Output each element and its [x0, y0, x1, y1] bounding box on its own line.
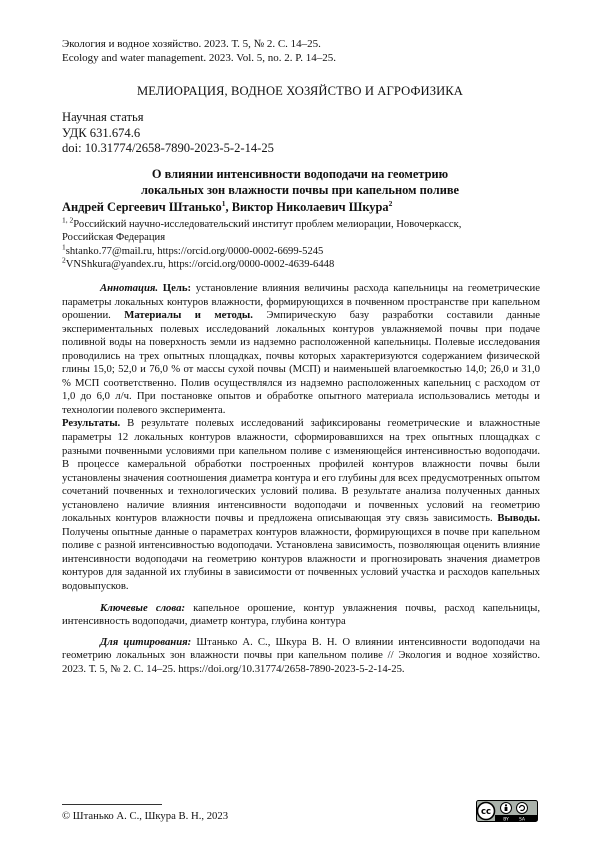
- citation: [62, 636, 540, 677]
- author-1: Андрей Сергеевич Штанько: [62, 200, 222, 214]
- affiliations: [62, 215, 542, 271]
- results-label: Результаты.: [62, 417, 121, 430]
- keywords-text: капельное орошение, контур увлажнения почвы, расход капельницы, интенсивность водоподачи, диаметр контура, глубина контура: [62, 601, 541, 628]
- keywords: [62, 602, 540, 629]
- title-line-2: локальных зон влажности почвы при капельном поливе: [140, 183, 460, 197]
- author-1-email[interactable]: shtanko.77@mail.ru, https://orcid.org/0000-0002-6699-5245: [65, 245, 324, 257]
- journal-line-ru: Экология и водное хозяйство. 2023. Т. 5, № 2. С. 14–25.: [62, 38, 321, 50]
- article-type: Научная статья: [62, 110, 144, 124]
- svg-text:BY: BY: [503, 817, 509, 822]
- author-1-contact: [62, 242, 542, 258]
- goal-text: установление влияния величины расхода капельницы на геометрические параметры локальных контуров влажности, формирующихся в почвенном пространстве при капельном орошении.: [62, 282, 541, 322]
- affiliation-line-1: [62, 215, 542, 231]
- author-2-sup: 2: [388, 198, 393, 208]
- footer-divider: [62, 804, 162, 805]
- authors: [62, 200, 392, 215]
- conclusions-text: Получены опытные данные о параметрах контуров влажности, формирующихся в почве при капельном поливе с разной интенсивностью водоподачи. Установлена зависимость, позволяющая оценить влияние интенсивности водоподачи на геометрию контуров влажности и прогнозировать значения диаметров контуров для заданной их глубины в зависимости от почвенных условий участка и расходов капельных водовыпусков.: [62, 525, 540, 593]
- doi-link[interactable]: doi: 10.31774/2658-7890-2023-5-2-14-25: [62, 141, 274, 155]
- copyright: © Штанько А. С., Шкура В. Н., 2023: [62, 810, 229, 822]
- author-2-email[interactable]: VNShkura@yandex.ru, https://orcid.org/0000-0002-4639-6448: [65, 258, 335, 270]
- abstract: [62, 282, 540, 676]
- abstract-paragraph: [62, 282, 540, 417]
- author-separator: ,: [225, 200, 232, 214]
- contact-2-sup: 2: [62, 255, 66, 265]
- udc-code: УДК 631.674.6: [62, 125, 141, 140]
- affiliation-text-2: Российская Федерация: [62, 232, 166, 244]
- article-meta: [62, 110, 274, 157]
- affiliation-sup: 1, 2: [62, 215, 74, 225]
- title-line-1: О влиянии интенсивности водоподачи на геометрию: [151, 167, 449, 181]
- svg-text:SA: SA: [518, 817, 526, 822]
- citation-label: Для цитирования:: [100, 635, 192, 648]
- author-2-contact: [62, 255, 542, 271]
- cc-by-sa-icon[interactable]: [476, 800, 538, 822]
- methods-text: Эмпирическую базу разработки составили данные экспериментальных полевых исследований локальных контуров увлажняемой почвы при подаче поливной воды на поверхность земли из надземно расположенной капельницы. Полевые исследования проводились на трех опытных площадках, почвы которых характеризуются содержанием физической глины 15,0; 52,0 и 76,0 % от массы сухой почвы (МСП) и наименьшей влагоемкостью 14,0; 26,0 и 31,0 % МСП соответственно. Полив осуществлялся из надземно расположенных капельниц с расходом от 1,0 до 6,0 л/ч. При постановке опытов и обработке опытного материала использовались методы и технологии полевого эксперимента.: [62, 309, 541, 416]
- affiliation-text-1: Российский научно-исследовательский институт проблем мелиорации, Новочеркасск,: [73, 219, 462, 230]
- section-heading: МЕЛИОРАЦИЯ, ВОДНОЕ ХОЗЯЙСТВО И АГРОФИЗИКА: [137, 84, 463, 98]
- contact-1-sup: 1: [62, 242, 66, 252]
- citation-text: Штанько А. С., Шкура В. Н. О влиянии интенсивности водоподачи на геометрию локальных зон влажности почвы при капельном поливе // Экология и водное хозяйство. 2023. Т. 5, № 2. С. 14–25. https://doi.org/10.31774/2658-7890-2023-5-2-14-25.: [62, 635, 540, 675]
- conclusions-label: Выводы.: [497, 512, 540, 525]
- author-2: Виктор Николаевич Шкура: [231, 200, 389, 214]
- svg-text:cc: cc: [480, 807, 492, 818]
- keywords-label: Ключевые слова:: [100, 601, 185, 614]
- methods-label: Материалы и методы.: [124, 309, 253, 322]
- results-text: В результате полевых исследований зафиксированы геометрические и влажностные параметры 12 локальных контуров влажности, сформировавшихся на трех опытных площадках с разными почвенными условиями при капельном поливе с изменяющейся интенсивностью водоподачи. В процессе камеральной обработки построенных профилей контуров влажности почвы были установлены значения соотношения диаметра контура и его глубины для всех предусмотренных опытом сочетаний почвенных и технологических условий полива. В результате анализа полученных данных установлено наличие влияния интенсивности водоподачи и почвенных условий на геометрию локальных контуров влажности почвы и предложена описывающая эту связь зависимость.: [62, 417, 541, 525]
- abstract-label: Аннотация.: [100, 282, 159, 294]
- journal-line-en: Ecology and water management. 2023. Vol. 5, no. 2. P. 14–25.: [62, 51, 336, 64]
- results-paragraph: [62, 417, 540, 593]
- author-1-sup: 1: [221, 198, 226, 208]
- journal-header: [62, 38, 336, 65]
- goal-label: Цель:: [162, 282, 192, 294]
- article-title: [0, 166, 600, 198]
